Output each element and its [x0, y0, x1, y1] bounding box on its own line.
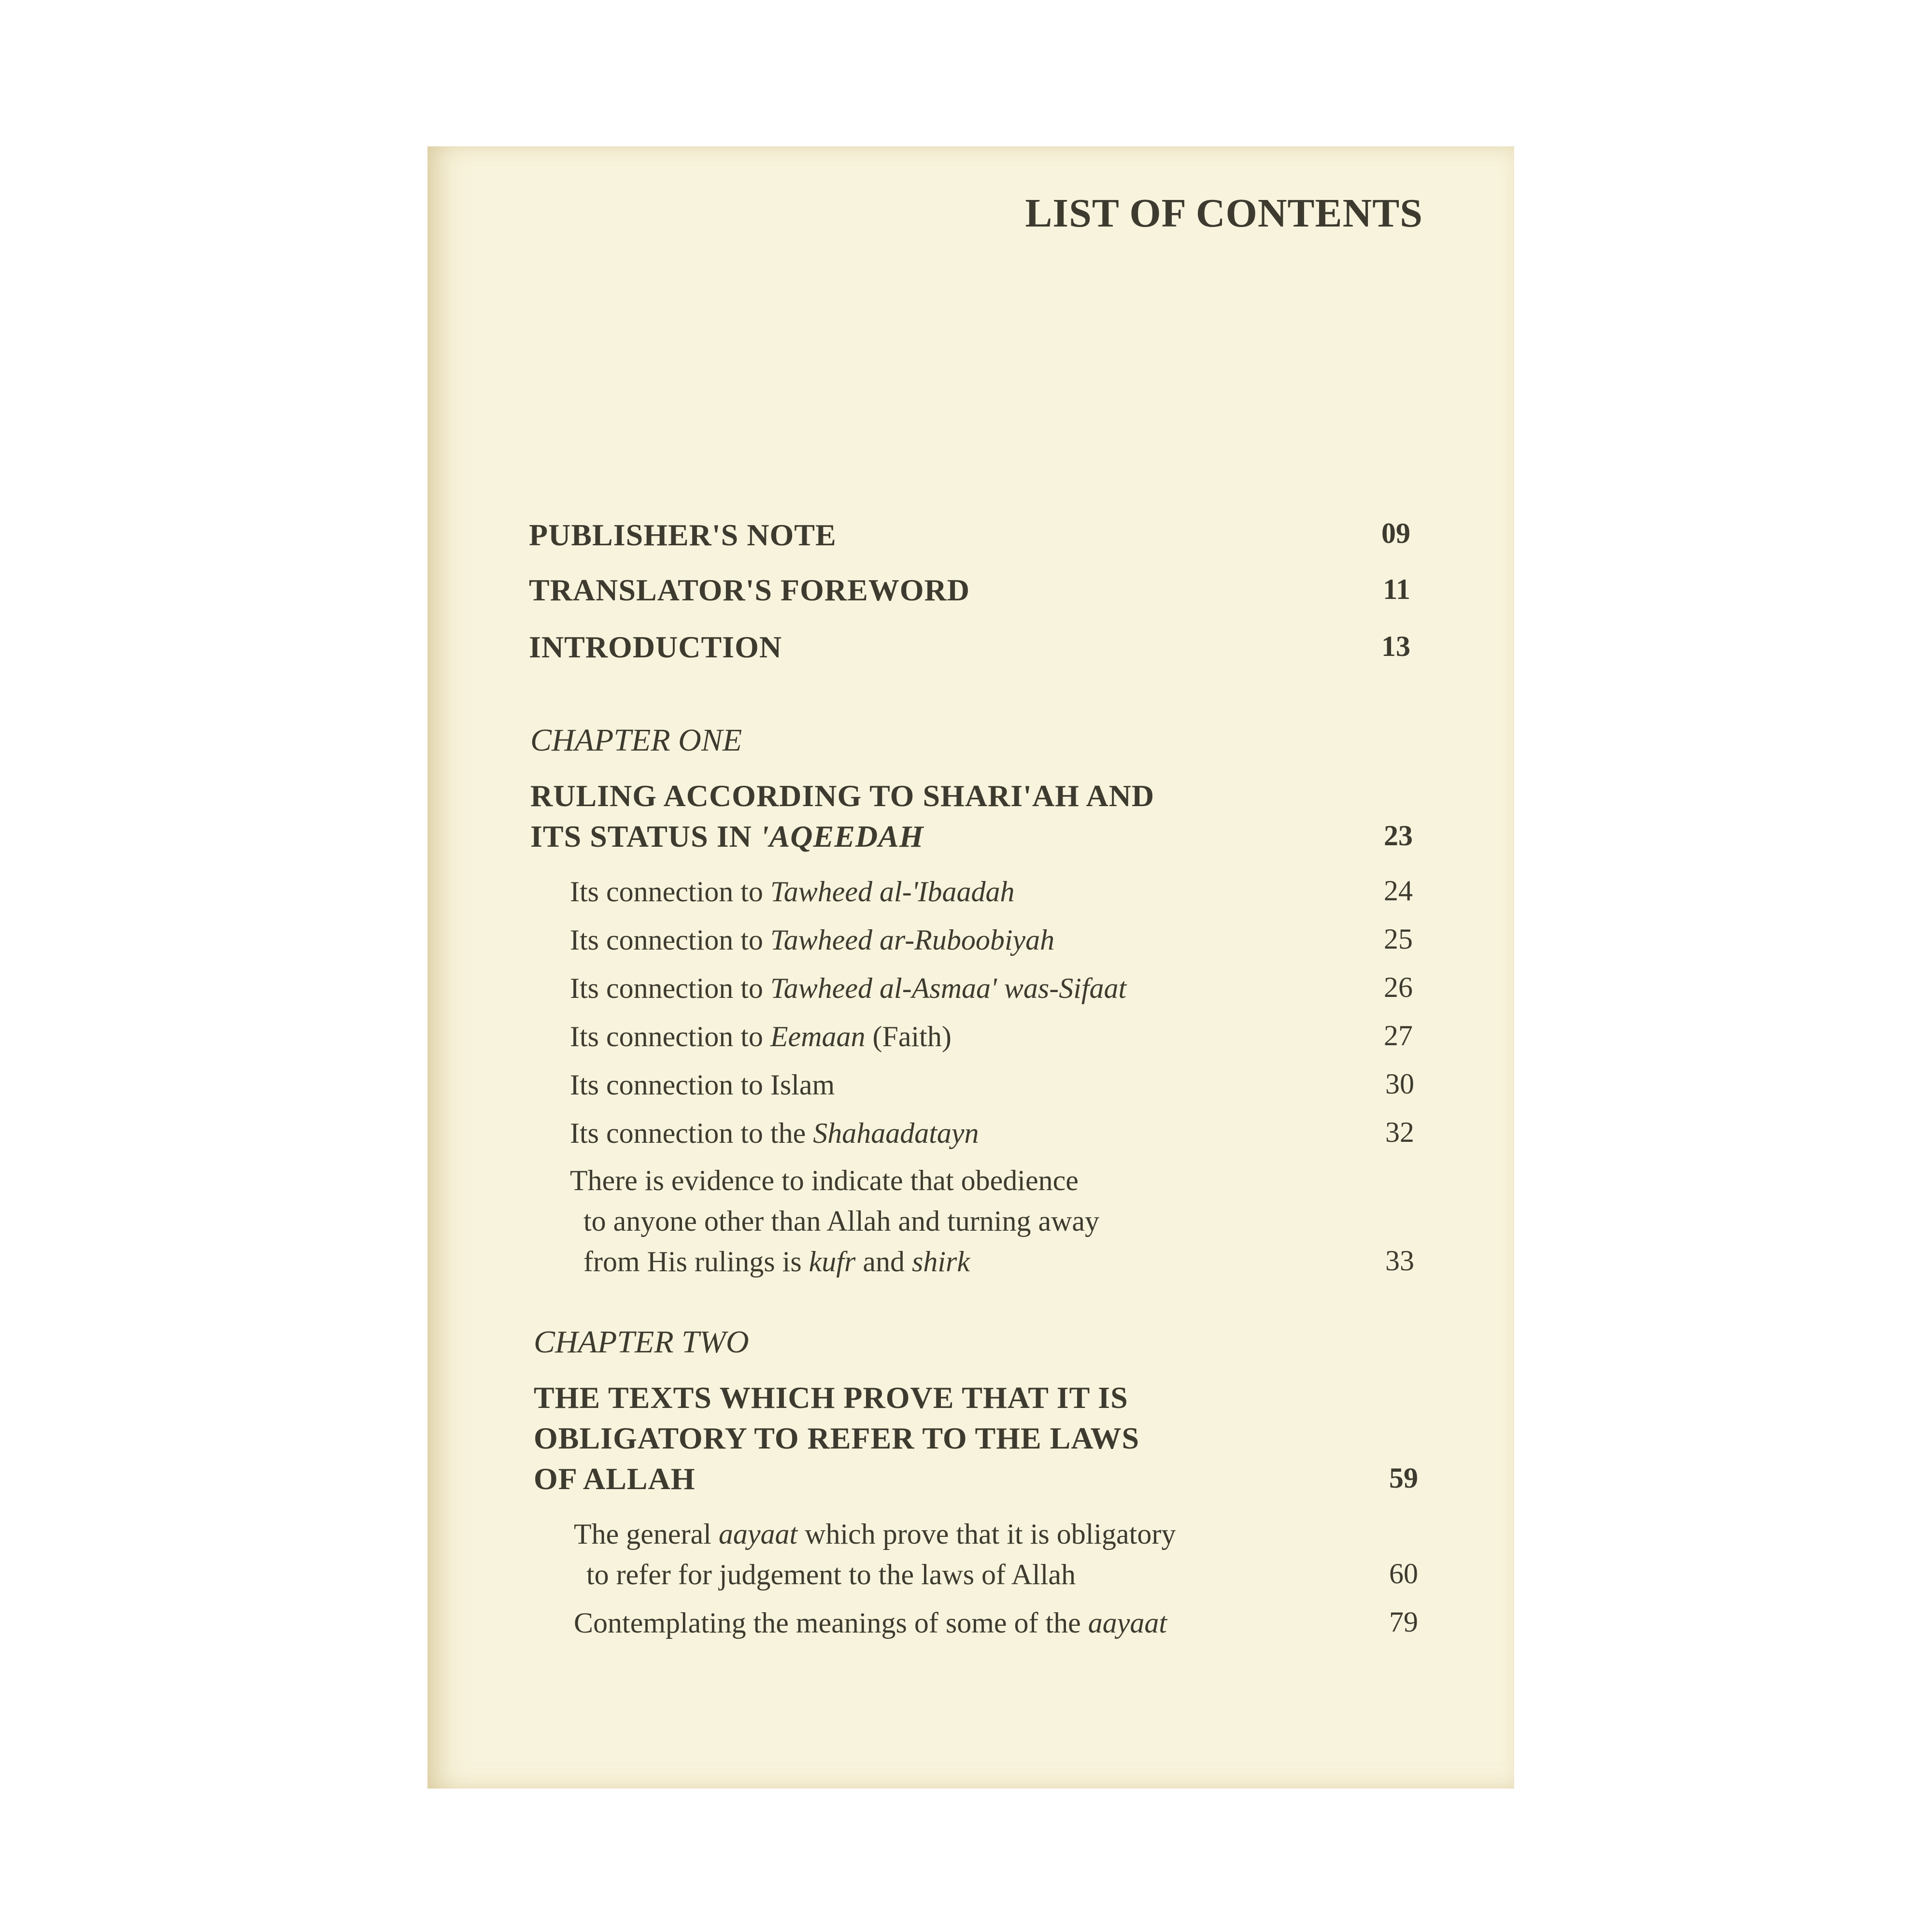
toc-page-shahaadatayn: 32: [1385, 1116, 1414, 1148]
toc-entry-translators-foreword: TRANSLATOR'S FOREWORD: [529, 573, 970, 607]
toc-item-ibaadah: [570, 871, 1015, 912]
evidence-line3-kufr: kufr: [809, 1246, 856, 1278]
toc-item-evidence-line3: [583, 1241, 970, 1282]
general-line1-aayaat: aayaat: [718, 1518, 798, 1550]
page-title: LIST OF CONTENTS: [1025, 191, 1423, 236]
toc-item-asmaa-plain: Its connection to: [570, 972, 770, 1004]
toc-page-evidence: 33: [1385, 1245, 1414, 1277]
toc-page-contemplating: 79: [1389, 1606, 1418, 1638]
toc-item-ruboobiyah: [570, 920, 1054, 960]
toc-page-general-aayaat: 60: [1389, 1558, 1418, 1590]
toc-page-ruboobiyah: 25: [1384, 923, 1413, 955]
general-line1-a: The general: [574, 1518, 719, 1550]
toc-item-shahaadatayn: [570, 1113, 979, 1153]
toc-page-asmaa: 26: [1384, 971, 1413, 1003]
chapter-two-heading-line1: THE TEXTS WHICH PROVE THAT IT IS: [534, 1380, 1128, 1415]
toc-item-ibaadah-italic: Tawheed al-'Ibaadah: [770, 876, 1015, 908]
toc-item-asmaa: [570, 968, 1126, 1009]
toc-item-asmaa-italic: Tawheed al-Asmaa' was-Sifaat: [770, 972, 1127, 1004]
chapter-two-heading-line3: OF ALLAH: [534, 1462, 696, 1496]
toc-page-translators-foreword: 11: [1383, 573, 1410, 605]
toc-page-ibaadah: 24: [1384, 875, 1413, 907]
toc-item-contemplating: [574, 1603, 1167, 1643]
toc-item-ruboobiyah-italic: Tawheed ar-Ruboobiyah: [770, 924, 1055, 956]
chapter-two-heading-line2: OBLIGATORY TO REFER TO THE LAWS: [534, 1421, 1140, 1455]
toc-page-islam: 30: [1385, 1068, 1414, 1100]
toc-item-ibaadah-plain: Its connection to: [570, 876, 770, 908]
toc-item-ruboobiyah-plain: Its connection to: [570, 924, 770, 956]
chapter-one-heading-line2: [530, 816, 924, 857]
general-line1-c: which prove that it is obligatory: [797, 1518, 1176, 1550]
toc-item-eemaan-plain: Its connection to: [570, 1021, 770, 1052]
toc-item-eemaan-rest: (Faith): [865, 1021, 952, 1052]
chapter-one-heading-line1: RULING ACCORDING TO SHARI'AH AND: [530, 779, 1155, 813]
toc-item-shahaadatayn-plain: Its connection to the: [570, 1117, 813, 1149]
toc-item-evidence-line1: There is evidence to indicate that obedience: [570, 1165, 1079, 1196]
toc-item-general-aayaat-line1: [574, 1514, 1176, 1554]
toc-item-eemaan: [570, 1016, 952, 1057]
chapter-one-heading-line2-italic: 'AQEEDAH: [760, 819, 924, 853]
evidence-line3-shirk: shirk: [911, 1246, 970, 1278]
chapter-one-heading-line2-plain: ITS STATUS IN: [530, 819, 760, 853]
chapter-one-page: 23: [1384, 820, 1413, 852]
toc-page-introduction: 13: [1381, 630, 1410, 662]
evidence-line3-a: from His rulings is: [583, 1246, 809, 1278]
toc-page-eemaan: 27: [1384, 1020, 1413, 1051]
toc-item-shahaadatayn-italic: Shahaadatayn: [813, 1117, 979, 1149]
toc-item-islam: Its connection to Islam: [570, 1069, 835, 1101]
contemplating-plain: Contemplating the meanings of some of the: [574, 1607, 1088, 1639]
toc-entry-publishers-note: PUBLISHER'S NOTE: [529, 518, 837, 552]
chapter-one-label: CHAPTER ONE: [530, 723, 742, 758]
chapter-two-page: 59: [1389, 1462, 1418, 1494]
evidence-line3-and: and: [855, 1246, 912, 1278]
toc-entry-introduction: INTRODUCTION: [529, 630, 782, 664]
toc-item-eemaan-italic: Eemaan: [770, 1021, 866, 1052]
toc-item-general-aayaat-line2: to refer for judgement to the laws of Allah: [586, 1559, 1076, 1591]
contemplating-aayaat: aayaat: [1088, 1607, 1167, 1639]
chapter-two-label: CHAPTER TWO: [534, 1324, 749, 1360]
toc-page-publishers-note: 09: [1381, 517, 1410, 549]
toc-item-evidence-line2: to anyone other than Allah and turning away: [583, 1205, 1100, 1237]
